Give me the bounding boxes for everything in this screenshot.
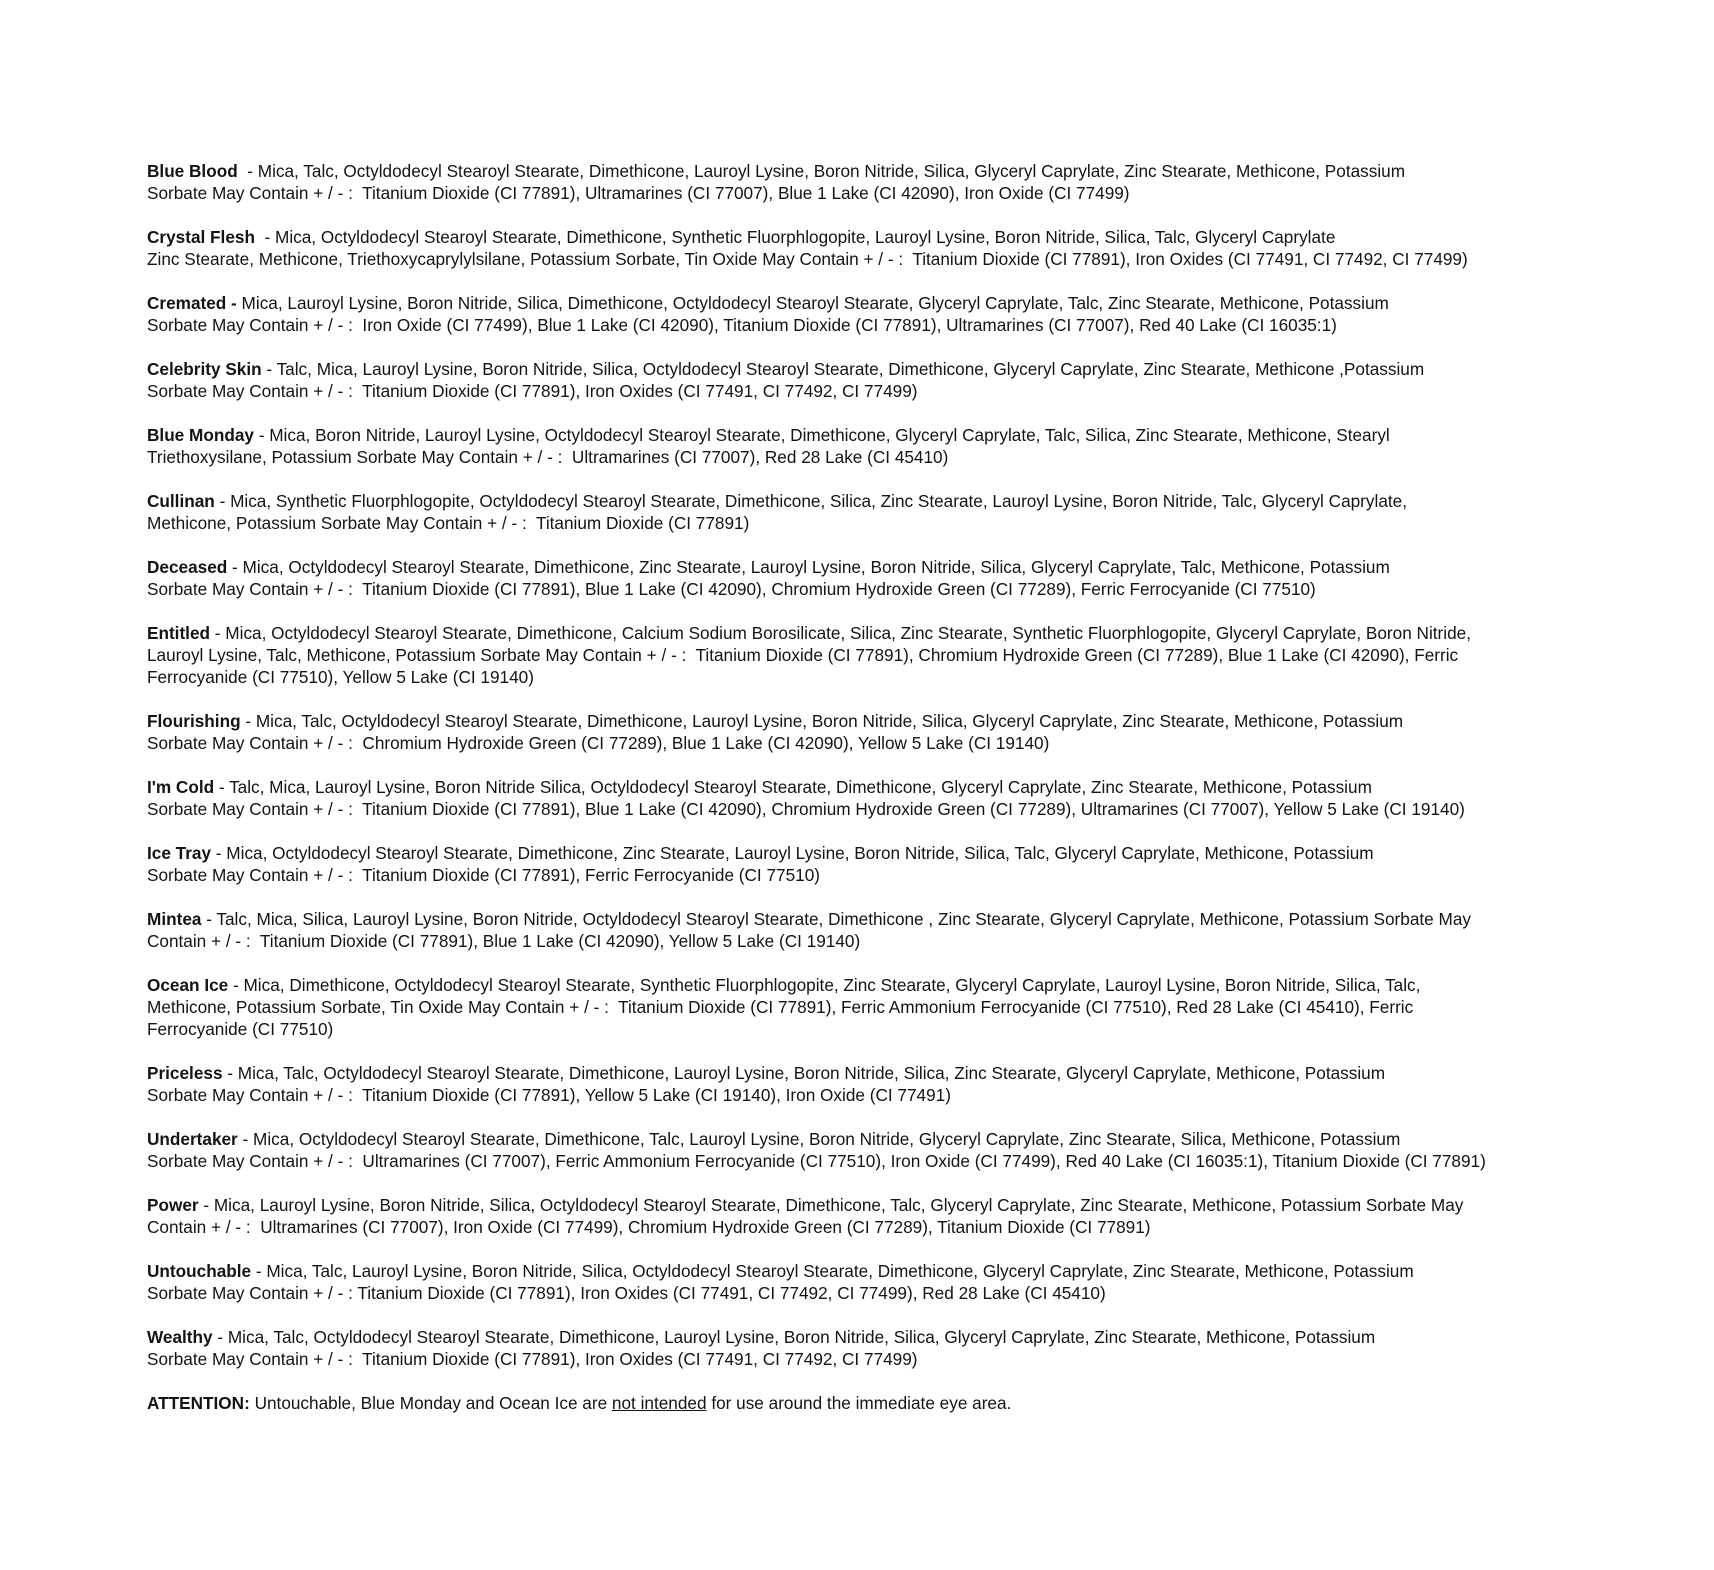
ingredient-text: Sorbate May Contain + / - : Titanium Dioxide (CI 77891), Ultramarines (CI 77007), Blue 1 Lake (CI 42090), Iron Oxide (CI 77499)	[147, 183, 1130, 203]
ingredient-text: - Mica, Octyldodecyl Stearoyl Stearate, Dimethicone, Zinc Stearate, Lauroyl Lysine, Boron Nitride, Silica, Glyceryl Caprylate, Talc, Methicone, Potassium	[227, 557, 1390, 577]
ingredient-text: Sorbate May Contain + / - : Titanium Dioxide (CI 77891), Blue 1 Lake (CI 42090), Chromium Hydroxide Green (CI 77289), Ferric Ferrocyanide (CI 77510)	[147, 579, 1316, 599]
entry-line	[147, 622, 1567, 644]
product-entry	[147, 710, 1567, 754]
entry-line	[147, 226, 1567, 248]
ingredient-text: Sorbate May Contain + / - : Ultramarines (CI 77007), Ferric Ammonium Ferrocyanide (CI 77510), Iron Oxide (CI 77499), Red 40 Lake (CI 16035:1), Titanium Dioxide (CI 77891)	[147, 1151, 1486, 1171]
product-name: Deceased	[147, 557, 228, 577]
ingredient-text: Zinc Stearate, Methicone, Triethoxycaprylylsilane, Potassium Sorbate, Tin Oxide May Contain + / - : Titanium Dioxide (CI 77891), Iron Oxides (CI 77491, CI 77492, CI 77499)	[147, 249, 1468, 269]
entry-line	[147, 446, 1567, 468]
entry-line	[147, 1194, 1567, 1216]
entry-line	[147, 182, 1567, 204]
ingredient-text: Sorbate May Contain + / - : Titanium Dioxide (CI 77891), Iron Oxides (CI 77491, CI 77492, CI 77499)	[147, 1349, 918, 1369]
entry-line	[147, 710, 1567, 732]
product-name: Blue Blood	[147, 161, 238, 181]
ingredient-text: Sorbate May Contain + / - : Titanium Dioxide (CI 77891), Iron Oxides (CI 77491, CI 77492, CI 77499), Red 28 Lake (CI 45410)	[147, 1283, 1106, 1303]
product-entry	[147, 1260, 1567, 1304]
product-entry	[147, 358, 1567, 402]
product-name: Cremated -	[147, 293, 237, 313]
ingredient-text: - Mica, Lauroyl Lysine, Boron Nitride, Silica, Octyldodecyl Stearoyl Stearate, Dimethicone, Talc, Glyceryl Caprylate, Zinc Stearate, Methicone, Potassium Sorbate May	[198, 1195, 1464, 1215]
ingredient-text: Mica, Lauroyl Lysine, Boron Nitride, Silica, Dimethicone, Octyldodecyl Stearoyl Stearate, Glyceryl Caprylate, Talc, Zinc Stearate, Methicone, Potassium	[236, 293, 1389, 313]
ingredient-text: - Mica, Octyldodecyl Stearoyl Stearate, Dimethicone, Calcium Sodium Borosilicate, Silica, Zinc Stearate, Synthetic Fluorphlogopite, Glyceryl Caprylate, Boron Nitride,	[210, 623, 1471, 643]
ingredient-text: - Mica, Synthetic Fluorphlogopite, Octyldodecyl Stearoyl Stearate, Dimethicone, Silica, Zinc Stearate, Lauroyl Lysine, Boron Nitride, Talc, Glyceryl Caprylate,	[214, 491, 1407, 511]
ingredient-text: Methicone, Potassium Sorbate May Contain + / - : Titanium Dioxide (CI 77891)	[147, 513, 750, 533]
ingredient-text: Contain + / - : Ultramarines (CI 77007), Iron Oxide (CI 77499), Chromium Hydroxide Green (CI 77289), Titanium Dioxide (CI 77891)	[147, 1217, 1151, 1237]
ingredient-text: Ferrocyanide (CI 77510)	[147, 1019, 334, 1039]
attention-text-after: for use around the immediate eye area.	[706, 1393, 1012, 1413]
ingredients-document	[147, 160, 1567, 1436]
product-name: Power	[147, 1195, 199, 1215]
entry-line	[147, 578, 1567, 600]
attention-text-before: Untouchable, Blue Monday and Ocean Ice are	[249, 1393, 612, 1413]
ingredient-text: - Mica, Dimethicone, Octyldodecyl Stearoyl Stearate, Synthetic Fluorphlogopite, Zinc Stearate, Glyceryl Caprylate, Lauroyl Lysine, Boron Nitride, Silica, Talc,	[228, 975, 1421, 995]
ingredient-text: - Mica, Octyldodecyl Stearoyl Stearate, Dimethicone, Talc, Lauroyl Lysine, Boron Nitride, Glyceryl Caprylate, Zinc Stearate, Silica, Methicone, Potassium	[237, 1129, 1401, 1149]
entry-line	[147, 556, 1567, 578]
product-name: Mintea	[147, 909, 202, 929]
entry-line	[147, 974, 1567, 996]
ingredient-text: - Mica, Octyldodecyl Stearoyl Stearate, Dimethicone, Synthetic Fluorphlogopite, Lauroyl Lysine, Boron Nitride, Silica, Talc, Glyceryl Caprylate	[254, 227, 1336, 247]
entry-line	[147, 1216, 1567, 1238]
product-entry	[147, 490, 1567, 534]
entry-line	[147, 1018, 1567, 1040]
product-name: Flourishing	[147, 711, 241, 731]
ingredient-text: Sorbate May Contain + / - : Iron Oxide (CI 77499), Blue 1 Lake (CI 42090), Titanium Dioxide (CI 77891), Ultramarines (CI 77007), Red 40 Lake (CI 16035:1)	[147, 315, 1337, 335]
ingredient-text: - Mica, Talc, Octyldodecyl Stearoyl Stearate, Dimethicone, Lauroyl Lysine, Boron Nitride, Silica, Glyceryl Caprylate, Zinc Stearate, Methicone, Potassium	[237, 161, 1406, 181]
ingredient-text: Sorbate May Contain + / - : Titanium Dioxide (CI 77891), Ferric Ferrocyanide (CI 77510)	[147, 865, 820, 885]
ingredient-text: Sorbate May Contain + / - : Chromium Hydroxide Green (CI 77289), Blue 1 Lake (CI 42090), Yellow 5 Lake (CI 19140)	[147, 733, 1050, 753]
product-name: Ocean Ice	[147, 975, 229, 995]
product-entry	[147, 1326, 1567, 1370]
ingredient-text: Triethoxysilane, Potassium Sorbate May Contain + / - : Ultramarines (CI 77007), Red 28 Lake (CI 45410)	[147, 447, 949, 467]
ingredient-text: Contain + / - : Titanium Dioxide (CI 77891), Blue 1 Lake (CI 42090), Yellow 5 Lake (CI 19140)	[147, 931, 861, 951]
entry-line	[147, 798, 1567, 820]
entry-line	[147, 1326, 1567, 1348]
product-entry	[147, 622, 1567, 688]
product-entry	[147, 424, 1567, 468]
product-entry	[147, 556, 1567, 600]
product-name: Wealthy	[147, 1327, 213, 1347]
entry-line	[147, 644, 1567, 666]
entry-line	[147, 512, 1567, 534]
entry-line	[147, 1150, 1567, 1172]
entry-line	[147, 1128, 1567, 1150]
entry-line	[147, 1260, 1567, 1282]
ingredient-text: - Mica, Talc, Lauroyl Lysine, Boron Nitride, Silica, Octyldodecyl Stearoyl Stearate, Dimethicone, Glyceryl Caprylate, Zinc Stearate, Methicone, Potassium	[251, 1261, 1414, 1281]
ingredient-text: - Mica, Talc, Octyldodecyl Stearoyl Stearate, Dimethicone, Lauroyl Lysine, Boron Nitride, Silica, Zinc Stearate, Glyceryl Caprylate, Methicone, Potassium	[222, 1063, 1386, 1083]
product-entry	[147, 842, 1567, 886]
product-name: Priceless	[147, 1063, 223, 1083]
attention-note	[147, 1392, 1567, 1414]
entry-line	[147, 380, 1567, 402]
entry-line	[147, 666, 1567, 688]
product-entry	[147, 974, 1567, 1040]
entry-line	[147, 996, 1567, 1018]
entry-line	[147, 1062, 1567, 1084]
ingredient-text: - Mica, Boron Nitride, Lauroyl Lysine, Octyldodecyl Stearoyl Stearate, Dimethicone, Glyceryl Caprylate, Talc, Silica, Zinc Stearate, Methicone, Stearyl	[253, 425, 1390, 445]
ingredient-text: - Mica, Talc, Octyldodecyl Stearoyl Stearate, Dimethicone, Lauroyl Lysine, Boron Nitride, Silica, Glyceryl Caprylate, Zinc Stearate, Methicone, Potassium	[240, 711, 1404, 731]
product-entry	[147, 1194, 1567, 1238]
ingredient-text: - Talc, Mica, Silica, Lauroyl Lysine, Boron Nitride, Octyldodecyl Stearoyl Stearate, Dimethicone , Zinc Stearate, Glyceryl Caprylate, Methicone, Potassium Sorbate May	[201, 909, 1471, 929]
product-name: I'm Cold	[147, 777, 215, 797]
product-name: Untouchable	[147, 1261, 252, 1281]
product-name: Undertaker	[147, 1129, 238, 1149]
attention-label: ATTENTION:	[147, 1393, 250, 1413]
entry-line	[147, 908, 1567, 930]
entry-line	[147, 358, 1567, 380]
ingredient-text: Sorbate May Contain + / - : Titanium Dioxide (CI 77891), Yellow 5 Lake (CI 19140), Iron Oxide (CI 77491)	[147, 1085, 951, 1105]
entry-line	[147, 248, 1567, 270]
ingredient-text: Sorbate May Contain + / - : Titanium Dioxide (CI 77891), Iron Oxides (CI 77491, CI 77492, CI 77499)	[147, 381, 918, 401]
product-entry	[147, 1062, 1567, 1106]
product-name: Entitled	[147, 623, 211, 643]
product-entry	[147, 776, 1567, 820]
entry-line	[147, 864, 1567, 886]
entry-line	[147, 424, 1567, 446]
ingredient-text: - Talc, Mica, Lauroyl Lysine, Boron Nitride, Silica, Octyldodecyl Stearoyl Stearate, Dimethicone, Glyceryl Caprylate, Zinc Stearate, Methicone ,Potassium	[261, 359, 1425, 379]
entry-line	[147, 776, 1567, 798]
product-name: Blue Monday	[147, 425, 254, 445]
entry-line	[147, 842, 1567, 864]
ingredient-text: - Mica, Talc, Octyldodecyl Stearoyl Stearate, Dimethicone, Lauroyl Lysine, Boron Nitride, Silica, Glyceryl Caprylate, Zinc Stearate, Methicone, Potassium	[212, 1327, 1376, 1347]
product-name: Ice Tray	[147, 843, 212, 863]
product-name: Crystal Flesh	[147, 227, 255, 247]
ingredient-text: Lauroyl Lysine, Talc, Methicone, Potassium Sorbate May Contain + / - : Titanium Dioxide (CI 77891), Chromium Hydroxide Green (CI 77289), Blue 1 Lake (CI 42090), Ferric	[147, 645, 1459, 665]
ingredient-entries-list	[147, 160, 1567, 1370]
attention-underlined-text: not intended	[611, 1393, 707, 1413]
ingredient-text: Sorbate May Contain + / - : Titanium Dioxide (CI 77891), Blue 1 Lake (CI 42090), Chromium Hydroxide Green (CI 77289), Ultramarines (CI 77007), Yellow 5 Lake (CI 19140)	[147, 799, 1465, 819]
product-entry	[147, 160, 1567, 204]
product-entry	[147, 226, 1567, 270]
entry-line	[147, 490, 1567, 512]
entry-line	[147, 1084, 1567, 1106]
ingredient-text: Methicone, Potassium Sorbate, Tin Oxide May Contain + / - : Titanium Dioxide (CI 77891), Ferric Ammonium Ferrocyanide (CI 77510), Red 28 Lake (CI 45410), Ferric	[147, 997, 1414, 1017]
entry-line	[147, 160, 1567, 182]
ingredient-text: - Talc, Mica, Lauroyl Lysine, Boron Nitride Silica, Octyldodecyl Stearoyl Stearate, Dimethicone, Glyceryl Caprylate, Zinc Stearate, Methicone, Potassium	[214, 777, 1372, 797]
entry-line	[147, 1348, 1567, 1370]
entry-line	[147, 314, 1567, 336]
entry-line	[147, 732, 1567, 754]
entry-line	[147, 1282, 1567, 1304]
product-entry	[147, 292, 1567, 336]
product-entry	[147, 908, 1567, 952]
ingredient-text: - Mica, Octyldodecyl Stearoyl Stearate, Dimethicone, Zinc Stearate, Lauroyl Lysine, Boron Nitride, Silica, Talc, Glyceryl Caprylate, Methicone, Potassium	[211, 843, 1374, 863]
entry-line	[147, 930, 1567, 952]
product-entry	[147, 1128, 1567, 1172]
product-name: Celebrity Skin	[147, 359, 262, 379]
product-name: Cullinan	[147, 491, 215, 511]
entry-line	[147, 292, 1567, 314]
ingredient-text: Ferrocyanide (CI 77510), Yellow 5 Lake (CI 19140)	[147, 667, 534, 687]
